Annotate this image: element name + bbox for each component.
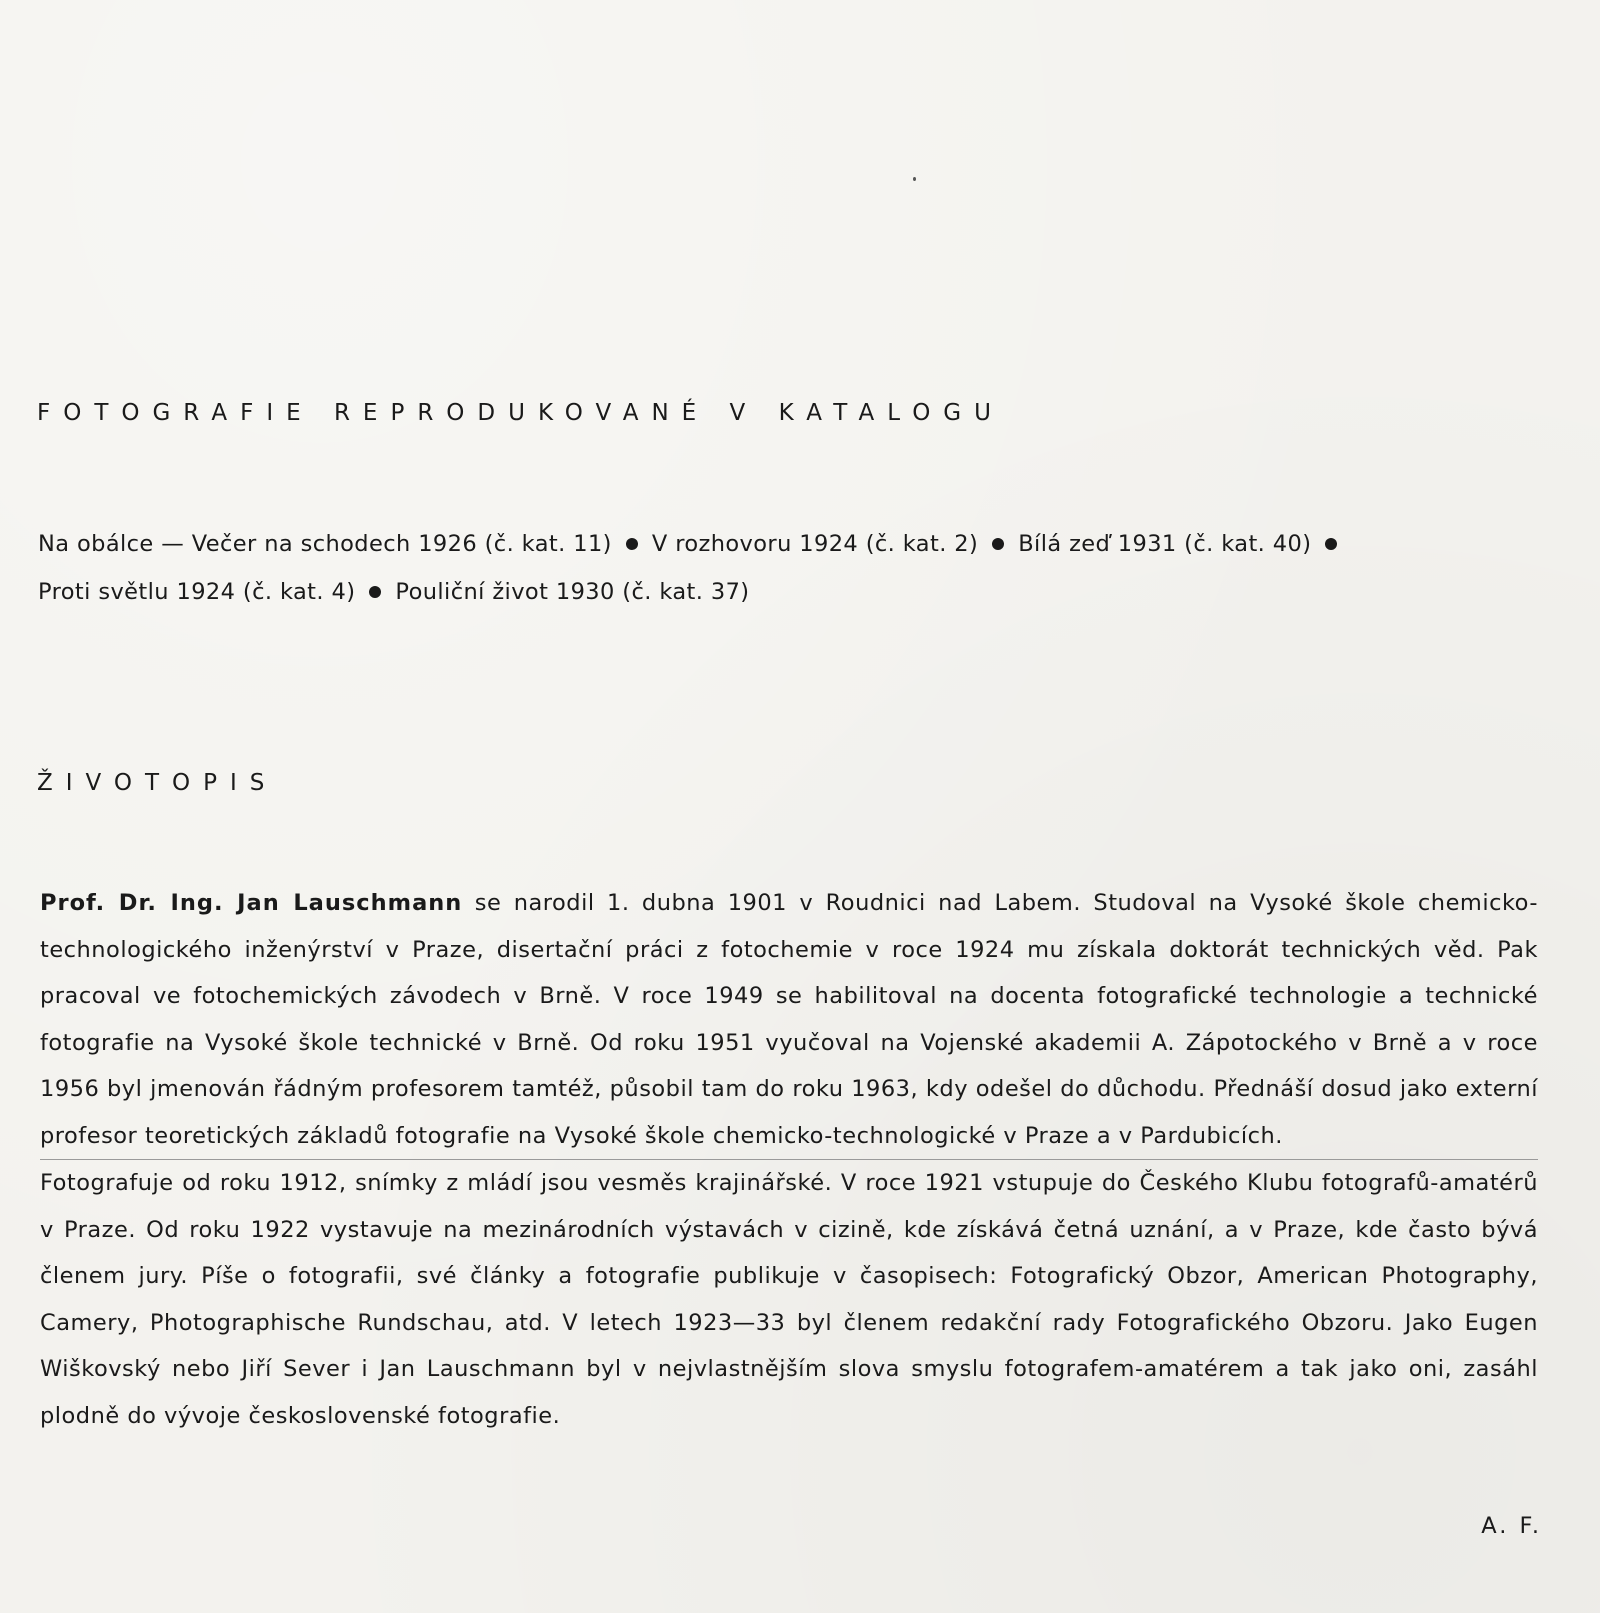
bullet-separator [626, 538, 638, 550]
cover-item: Bílá zeď 1931 (č. kat. 40) [1018, 531, 1312, 557]
biography-text [40, 880, 1538, 1439]
paper-speck [913, 177, 916, 181]
biography-heading: ŽIVOTOPIS [37, 770, 278, 796]
catalog-photos-heading: FOTOGRAFIE REPRODUKOVANÉ V KATALOGU [37, 400, 1004, 426]
cover-photos-list [38, 520, 1538, 616]
biography-paragraph: Fotografuje od roku 1912, snímky z mládí jsou vesměs krajinářské. V roce 1921 vstupuje do Českého Klubu fotografů-amatérů v Praze. Od roku 1922 vystavuje na mezinárodních výstavách v cizině, kde získává četná uznání, a v Praze, kde často bývá členem jury. Píše o fotografii, své články a fotografie publikuje v časopisech: Fotografický Obzor, American Photography, Camery, Photographische Rundschau, atd. V letech 1923—33 byl členem redakční rady Fotografického Obzoru. Jako Eugen Wiškovský nebo Jiří Sever i Jan Lauschmann byl v nejvlastnějším slova smyslu fotografem-amatérem a tak jako oni, zasáhl plodně do vývoje československé fotografie. [40, 1170, 1538, 1429]
cover-item: Proti světlu 1924 (č. kat. 4) [38, 579, 356, 605]
bullet-separator [369, 586, 381, 598]
cover-item: Pouliční život 1930 (č. kat. 37) [395, 579, 750, 605]
bullet-separator [1325, 538, 1337, 550]
cover-item: Večer na schodech 1926 (č. kat. 11) [191, 531, 612, 557]
cover-prefix: Na obálce — [38, 531, 192, 557]
author-name: Prof. Dr. Ing. Jan Lauschmann [40, 890, 463, 916]
cover-item: V rozhovoru 1924 (č. kat. 2) [651, 531, 979, 557]
author-initials: A. F. [1481, 1513, 1542, 1539]
bullet-separator [992, 538, 1004, 550]
biography-paragraph-text: se narodil 1. dubna 1901 v Roudnici nad Labem. Studoval na Vysoké škole chemicko-technologického inženýrství v Praze, disertační práci z fotochemie v roce 1924 mu získala doktorát technických věd. Pak pracoval ve fotochemických závodech v Brně. V roce 1949 se habilitoval na docenta fotografické technologie a technické fotografie na Vysoké škole technické v Brně. Od roku 1951 vyučoval na Vojenské akademii A. Zápotockého v Brně a v roce 1956 byl jmenován řádným profesorem tamtéž, působil tam do roku 1963, kdy odešel do důchodu. Přednáší dosud jako externí profesor teoretických základů fotografie na Vysoké škole chemicko-technologické v Praze a v Pardubicích. [40, 890, 1538, 1149]
biography-paragraph [40, 880, 1538, 1160]
